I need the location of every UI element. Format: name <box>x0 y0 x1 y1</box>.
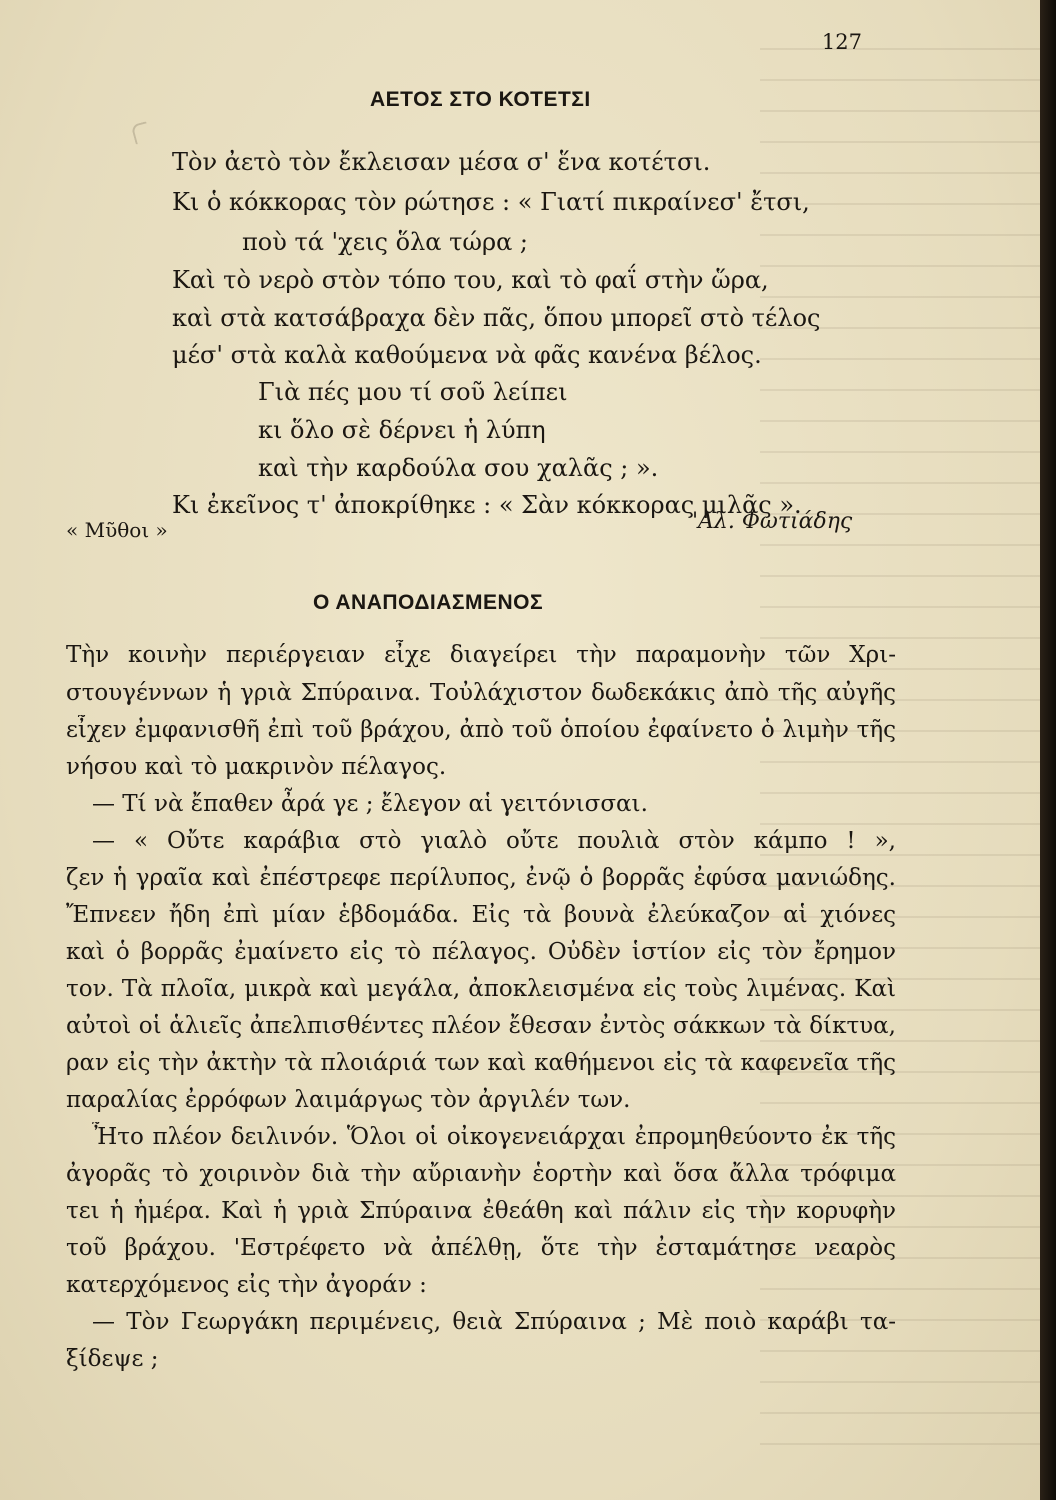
poem-line: Κι ὁ κόκκορας τὸν ρώτησε : « Γιατί πικραίνεσ' ἔτσι, <box>172 188 810 216</box>
poem-line: Τὸν ἀετὸ τὸν ἔκλεισαν μέσα σ' ἕνα κοτέτσι. <box>172 148 711 176</box>
paper-blemish <box>131 121 152 144</box>
poem-line: Καὶ τὸ νερὸ στὸν τόπο του, καὶ τὸ φαΐ στὴν ὥρα, <box>172 266 769 294</box>
story-line: ἀγορᾶς τὸ χοιρινὸν διὰ τὴν αὔριανὴν ἑορτὴν καὶ ὅσα ἄλλα τρόφιμα <box>66 1161 896 1187</box>
story-line: ξίδεψε ; <box>66 1346 159 1372</box>
story-title: Ο ΑΝΑΠΟΔΙΑΣΜΕΝΟΣ <box>313 591 544 614</box>
story-line: στουγέννων ἡ γριὰ Σπύραινα. Τοὐλάχιστον δωδεκάκις ἀπὸ τῆς αὐγῆς <box>66 680 896 706</box>
poem-line: μέσ' στὰ καλὰ καθούμενα νὰ φᾶς κανένα βέλος. <box>172 341 762 369</box>
story-line: νήσου καὶ τὸ μακρινὸν πέλαγος. <box>66 754 447 780</box>
book-edge-shadow <box>1040 0 1056 1500</box>
story-line: τει ἡ ἡμέρα. Καὶ ἡ γριὰ Σπύραινα ἐθεάθη καὶ πάλιν εἰς τὴν κορυφὴν <box>66 1198 896 1224</box>
story-line: παραλίας ἐρρόφων λαιμάργως τὸν ἀργιλέν των. <box>66 1087 631 1113</box>
poem-author: 'Αλ. Φωτιάδης <box>692 509 853 534</box>
story-line: — Τὸν Γεωργάκη περιμένεις, θειὰ Σπύραινα ; Μὲ ποιὸ καράβι τα- <box>92 1309 896 1335</box>
story-line: κατερχόμενος εἰς τὴν ἀγοράν : <box>66 1272 427 1298</box>
story-line: Ἔπνεεν ἤδη ἐπὶ μίαν ἑβδομάδα. Εἰς τὰ βουνὰ ἐλεύκαζον αἱ χιόνες <box>66 902 896 928</box>
poem-source: « Μῦθοι » <box>66 518 168 542</box>
poem-line: κι ὅλο σὲ δέρνει ἡ λύπη <box>258 416 546 444</box>
story-line: — Τί νὰ ἔπαθεν ἆρά γε ; ἔλεγον αἱ γειτόνισσαι. <box>92 791 648 817</box>
poem-title: ΑΕΤΟΣ ΣΤΟ ΚΟΤΕΤΣΙ <box>370 88 591 111</box>
story-line: Ἦτο πλέον δειλινόν. Ὅλοι οἱ οἰκογενειάρχαι ἐπρομηθεύοντο ἐκ τῆς <box>92 1124 896 1150</box>
story-line: καὶ ὁ βορρᾶς ἐμαίνετο εἰς τὸ πέλαγος. Οὐδὲν ἱστίον εἰς τὸν ἔρημον <box>66 939 896 965</box>
story-line: αὐτοὶ οἱ ἁλιεῖς ἀπελπισθέντες πλέον ἔθεσαν ἐντὸς σάκκων τὰ δίκτυα, <box>66 1013 896 1039</box>
story-line: Τὴν κοινὴν περιέργειαν εἶχε διαγείρει τὴν παραμονὴν τῶν Χρι- <box>66 642 896 668</box>
story-line: εἶχεν ἐμφανισθῆ ἐπὶ τοῦ βράχου, ἀπὸ τοῦ ὁποίου ἐφαίνετο ὁ λιμὴν τῆς <box>66 717 896 743</box>
story-line: — « Οὔτε καράβια στὸ γιαλὸ οὔτε πουλιὰ στὸν κάμπο ! », <box>92 828 896 854</box>
poem-line: Γιὰ πές μου τί σοῦ λείπει <box>258 378 568 406</box>
poem-line: Κι ἐκεῖνος τ' ἀποκρίθηκε : « Σὰν κόκκορας μιλᾶς ». <box>172 491 802 519</box>
poem-line: ποὺ τά 'χεις ὅλα τώρα ; <box>242 228 528 256</box>
story-line: τοῦ βράχου. 'Εστρέφετο νὰ ἀπέλθῃ, ὅτε τὴν ἐσταμάτησε νεαρὸς <box>66 1235 896 1261</box>
story-line: ζεν ἡ γραῖα καὶ ἐπέστρεφε περίλυπος, ἐνῷ ὁ βορρᾶς ἐφύσα μανιώδης. <box>66 865 896 891</box>
story-line: ραν εἰς τὴν ἀκτὴν τὰ πλοιάριά των καὶ καθήμενοι εἰς τὰ καφενεῖα τῆς <box>66 1050 896 1076</box>
poem-line: καὶ τὴν καρδούλα σου χαλᾶς ; ». <box>258 454 659 482</box>
story-line: τον. Τὰ πλοῖα, μικρὰ καὶ μεγάλα, ἀποκλεισμένα εἰς τοὺς λιμένας. Καὶ <box>66 976 896 1002</box>
page-number: 127 <box>821 30 862 54</box>
poem-line: καὶ στὰ κατσάβραχα δὲν πᾶς, ὅπου μπορεῖ στὸ τέλος <box>172 304 821 332</box>
